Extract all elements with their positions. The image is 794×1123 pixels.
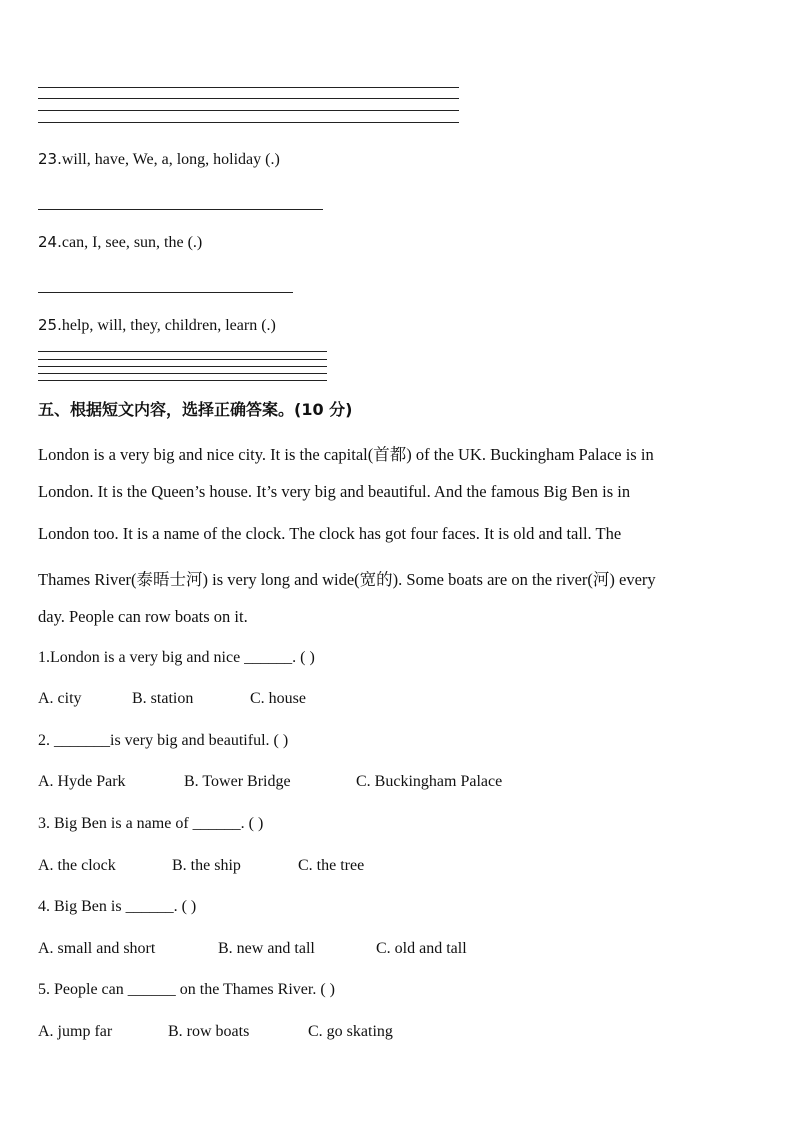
answer-line [38,87,459,88]
option-a[interactable]: A. jump far [38,1023,113,1040]
question-stem: 3. Big Ben is a name of ______. ( ) [38,815,264,832]
answer-line [38,373,327,374]
option-a[interactable]: A. small and short [38,940,156,957]
question-stem: 1.London is a very big and nice ______. ( ) [38,649,315,666]
passage-line: London. It is the Queen’s house. It’s very big and beautiful. And the famous Big Ben is in [38,482,631,501]
option-b[interactable]: B. new and tall [218,940,315,957]
question-words: will, have, We, a, long, holiday (.) [61,151,280,168]
answer-line-q24[interactable] [38,292,293,293]
options-row [38,857,364,875]
option-a[interactable]: A. Hyde Park [38,773,126,790]
question-words: can, I, see, sun, the (.) [61,234,203,251]
question-stem: 2. _______is very big and beautiful. ( ) [38,732,289,749]
options-row [38,773,502,791]
option-c[interactable]: C. Buckingham Palace [356,773,503,790]
answer-line [38,359,327,360]
question-stem: 5. People can ______ on the Thames River. ( ) [38,981,335,998]
question-number: 24. [38,233,62,251]
option-b[interactable]: B. row boats [168,1023,250,1040]
option-b[interactable]: B. station [132,690,194,707]
question-words: help, will, they, children, learn (.) [61,317,276,334]
answer-line [38,351,327,352]
passage-line: London is a very big and nice city. It is the capital(首都) of the UK. Buckingham Palace is in [38,445,654,464]
option-c[interactable]: C. house [250,690,306,707]
options-row [38,690,306,708]
option-a[interactable]: A. city [38,690,82,707]
options-row [38,940,467,958]
question-number: 25. [38,316,62,334]
passage-line: day. People can row boats on it. [38,607,248,626]
option-c[interactable]: C. old and tall [376,940,467,957]
answer-line [38,122,459,123]
answer-line [38,110,459,111]
option-b[interactable]: B. Tower Bridge [184,773,291,790]
option-b[interactable]: B. the ship [172,857,241,874]
answer-line [38,380,327,381]
question-24 [38,233,202,252]
option-c[interactable]: C. the tree [298,857,365,874]
options-row [38,1023,393,1041]
option-c[interactable]: C. go skating [308,1023,393,1040]
passage-line: Thames River(泰晤士河) is very long and wide(宽的). Some boats are on the river(河) every [38,570,656,589]
answer-line-q23[interactable] [38,209,323,210]
question-25 [38,316,276,335]
section-heading: 五、根据短文内容，选择正确答案。(10 分) [38,400,353,419]
passage-line: London too. It is a name of the clock. The clock has got four faces. It is old and tall. The [38,524,622,543]
question-stem: 4. Big Ben is ______. ( ) [38,898,197,915]
question-23 [38,150,280,169]
question-number: 23. [38,150,62,168]
answer-line [38,98,459,99]
answer-line [38,366,327,367]
option-a[interactable]: A. the clock [38,857,116,874]
